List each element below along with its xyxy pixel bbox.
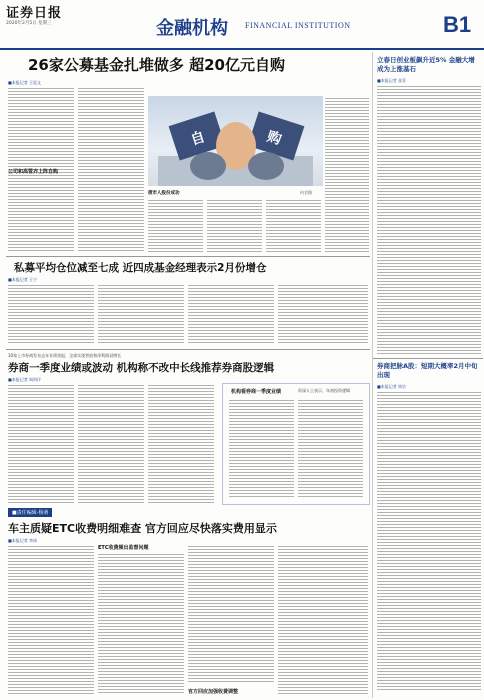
lead-byline: ■本报记者 王思文 bbox=[8, 80, 42, 85]
etc-body-col4 bbox=[278, 544, 368, 694]
right-top-headline: 立春日创业板飙升近5% 金融大增成为上涨基石 bbox=[377, 56, 475, 73]
svg-text:自: 自 bbox=[188, 129, 208, 149]
right-bottom-byline: ■本报记者 周宗 bbox=[377, 384, 407, 389]
page-number: B1 bbox=[443, 12, 472, 37]
right-bottom-body bbox=[377, 390, 481, 690]
newspaper-logo: 证券日报 bbox=[6, 6, 63, 21]
lead-body-col2 bbox=[78, 86, 144, 251]
section-title-english: FINANCIAL INSTITUTION bbox=[245, 21, 351, 30]
brokers-sidebar-col1 bbox=[229, 398, 294, 498]
etc-body-col1 bbox=[8, 544, 94, 694]
lead-body-col4 bbox=[207, 198, 262, 253]
etc-subhead-1: ETC收费频出监督问题 bbox=[98, 545, 149, 551]
buyback-illustration bbox=[148, 96, 323, 186]
right-column bbox=[372, 52, 483, 698]
divider bbox=[6, 256, 370, 257]
etc-body-col2 bbox=[98, 552, 184, 694]
divider bbox=[373, 358, 483, 359]
brokers-body-col2 bbox=[78, 383, 144, 503]
photo-caption: 债市人股份成功 bbox=[148, 191, 180, 196]
lead-headline: 26家公募基金扎堆做多 超20亿元自购 bbox=[28, 56, 285, 74]
lead-body-col5 bbox=[266, 198, 321, 253]
private-fund-body-col3 bbox=[188, 283, 274, 345]
brokers-headline: 券商一季度业绩或波动 机构称不改中长线推荐券商股逻辑 bbox=[8, 362, 275, 374]
brokers-sidebar-col2 bbox=[298, 398, 363, 498]
brokers-sidebar-lead: 资深人士表示，年初投资逻辑 bbox=[298, 388, 350, 393]
divider bbox=[6, 349, 370, 350]
etc-byline: ■本报记者 李冰 bbox=[8, 538, 38, 543]
brokers-sidebar-box bbox=[222, 383, 370, 505]
brokers-sidebar-title: 机构看券商一季度业绩 bbox=[231, 389, 282, 395]
etc-body-col3 bbox=[188, 544, 274, 684]
right-bottom-headline: 券商把脉A股：短期大概率2月中旬出现 bbox=[377, 362, 478, 379]
right-top-byline: ■本报记者 张菲 bbox=[377, 78, 407, 83]
brokers-body-col3 bbox=[148, 383, 214, 503]
brokers-body-col1 bbox=[8, 383, 74, 503]
private-fund-body-col4 bbox=[278, 283, 368, 345]
lead-body-col6 bbox=[325, 96, 369, 253]
right-top-body bbox=[377, 84, 481, 354]
etc-headline: 车主质疑ETC收费明细难查 官方回应尽快落实费用显示 bbox=[8, 522, 277, 535]
etc-section-tag: ■责任编辑·杨萌 bbox=[8, 508, 52, 517]
private-fund-body-col2 bbox=[98, 283, 184, 345]
section-title: 金融机构 bbox=[156, 18, 228, 39]
private-fund-body-col1 bbox=[8, 283, 94, 345]
masthead bbox=[0, 0, 484, 50]
brokers-byline: ■本报记者 周尚伃 bbox=[8, 377, 42, 382]
dateline: 2020年2月5日 星期三 bbox=[6, 21, 52, 26]
lead-body-col3 bbox=[148, 198, 203, 253]
photo-credit: 何君摄 bbox=[300, 190, 312, 195]
brokers-kicker: 10家上市券商发布去年业绩快报，全部实现营收和净利润双增长 bbox=[8, 353, 122, 358]
svg-text:购: 购 bbox=[264, 128, 284, 149]
lead-photo bbox=[148, 96, 323, 186]
etc-subhead-2: 官方回应加强收费调整 bbox=[188, 689, 239, 695]
private-fund-headline: 私募平均仓位减至七成 近四成基金经理表示2月份增仓 bbox=[14, 262, 267, 274]
lead-subhead: 公司和高管齐上阵自购 bbox=[8, 169, 59, 175]
private-fund-byline: ■本报记者 王宁 bbox=[8, 277, 38, 282]
